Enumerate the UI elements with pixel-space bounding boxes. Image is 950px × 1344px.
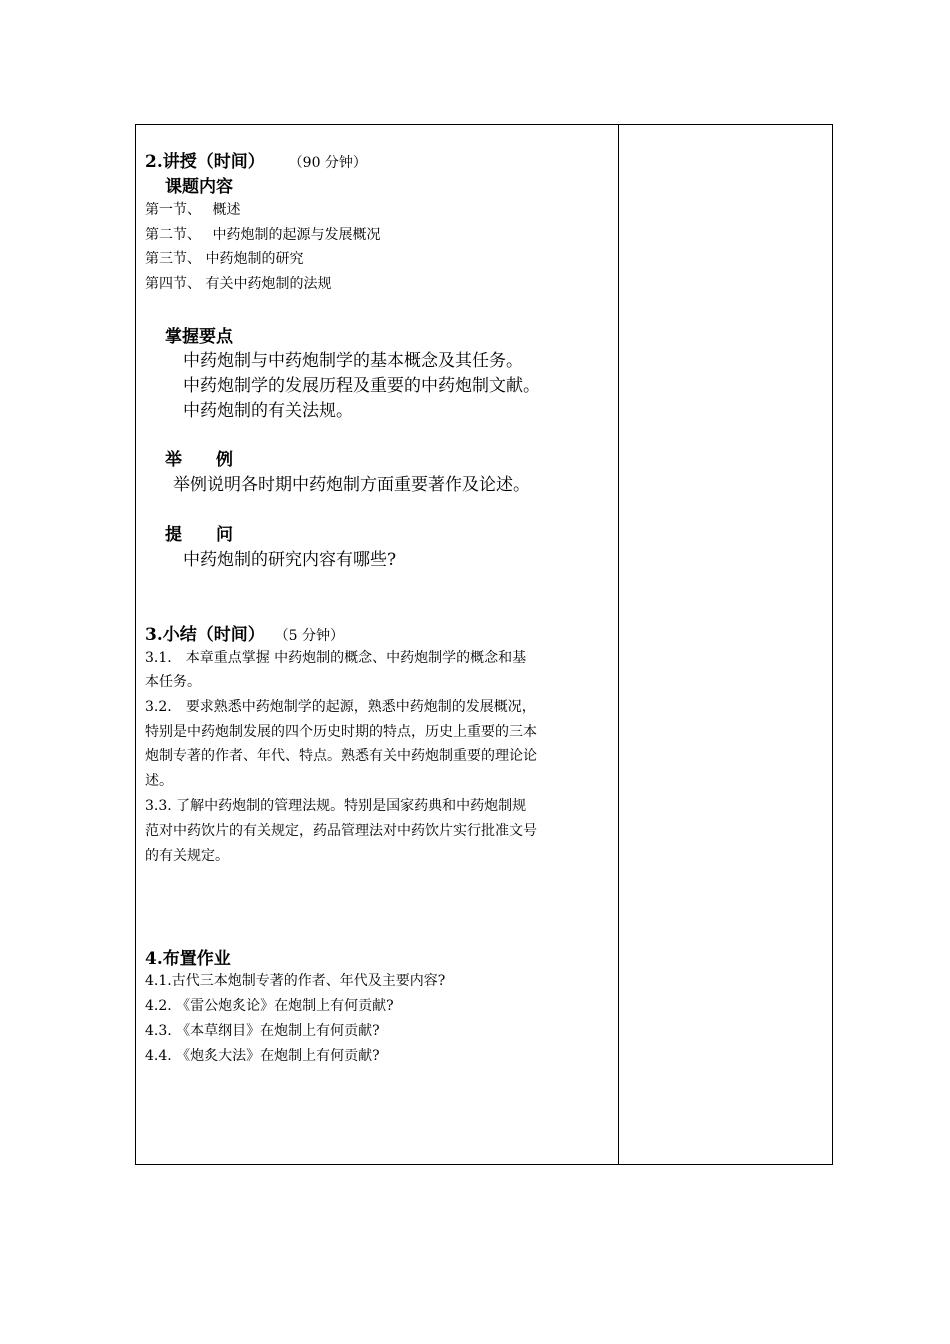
summary-line-7: 3.3. 了解中药炮制的管理法规。特别是国家药典和中药炮制规 — [145, 798, 527, 814]
question-title: 提 问 — [165, 525, 233, 545]
summary-line-6: 述。 — [145, 773, 173, 789]
topic-title: 课题内容 — [165, 177, 233, 197]
section4-heading: 4.布置作业 — [145, 949, 231, 969]
section-item-2: 第二节、 中药炮制的起源与发展概况 — [145, 227, 381, 243]
section3-duration: （5 分钟） — [274, 628, 345, 644]
summary-line-2: 本任务。 — [145, 674, 201, 690]
summary-line-1: 3.1. 本章重点掌握 中药炮制的概念、中药炮制学的概念和基 — [145, 650, 527, 666]
keypoint-2: 中药炮制学的发展历程及重要的中药炮制文献。 — [183, 376, 540, 396]
summary-line-9: 的有关规定。 — [145, 848, 229, 864]
homework-item-2: 4.2. 《雷公炮炙论》在炮制上有何贡献? — [145, 998, 394, 1014]
column-divider — [618, 125, 619, 1164]
summary-line-5: 炮制专著的作者、年代、特点。熟悉有关中药炮制重要的理论论 — [145, 748, 537, 764]
section3-heading: 3.小结（时间） — [145, 625, 265, 645]
homework-item-3: 4.3. 《本草纲目》在炮制上有何贡献? — [145, 1023, 380, 1039]
section3-heading-row — [145, 620, 344, 645]
section2-duration: （90 分钟） — [288, 155, 367, 171]
section-item-4: 第四节、 有关中药炮制的法规 — [145, 276, 332, 292]
keypoint-3: 中药炮制的有关法规。 — [183, 401, 353, 421]
keypoints-title: 掌握要点 — [165, 327, 233, 347]
example-text: 举例说明各时期中药炮制方面重要著作及论述。 — [173, 475, 530, 495]
section2-heading: 2.讲授（时间） — [145, 152, 265, 172]
lesson-table — [135, 124, 833, 1165]
example-title: 举 例 — [165, 450, 233, 470]
keypoint-1: 中药炮制与中药炮制学的基本概念及其任务。 — [183, 351, 523, 371]
section-item-3: 第三节、 中药炮制的研究 — [145, 251, 304, 267]
section-item-1: 第一节、 概述 — [145, 202, 241, 218]
section2-heading-row — [145, 147, 367, 172]
summary-line-4: 特别是中药炮制发展的四个历史时期的特点，历史上重要的三本 — [145, 724, 537, 740]
homework-item-4: 4.4. 《炮炙大法》在炮制上有何贡献? — [145, 1048, 380, 1064]
homework-item-1: 4.1.古代三本炮制专著的作者、年代及主要内容? — [145, 973, 446, 989]
question-text: 中药炮制的研究内容有哪些? — [183, 550, 397, 570]
summary-line-8: 范对中药饮片的有关规定，药品管理法对中药饮片实行批准文号 — [145, 823, 537, 839]
summary-line-3: 3.2. 要求熟悉中药炮制学的起源，熟悉中药炮制的发展概况， — [145, 699, 536, 715]
